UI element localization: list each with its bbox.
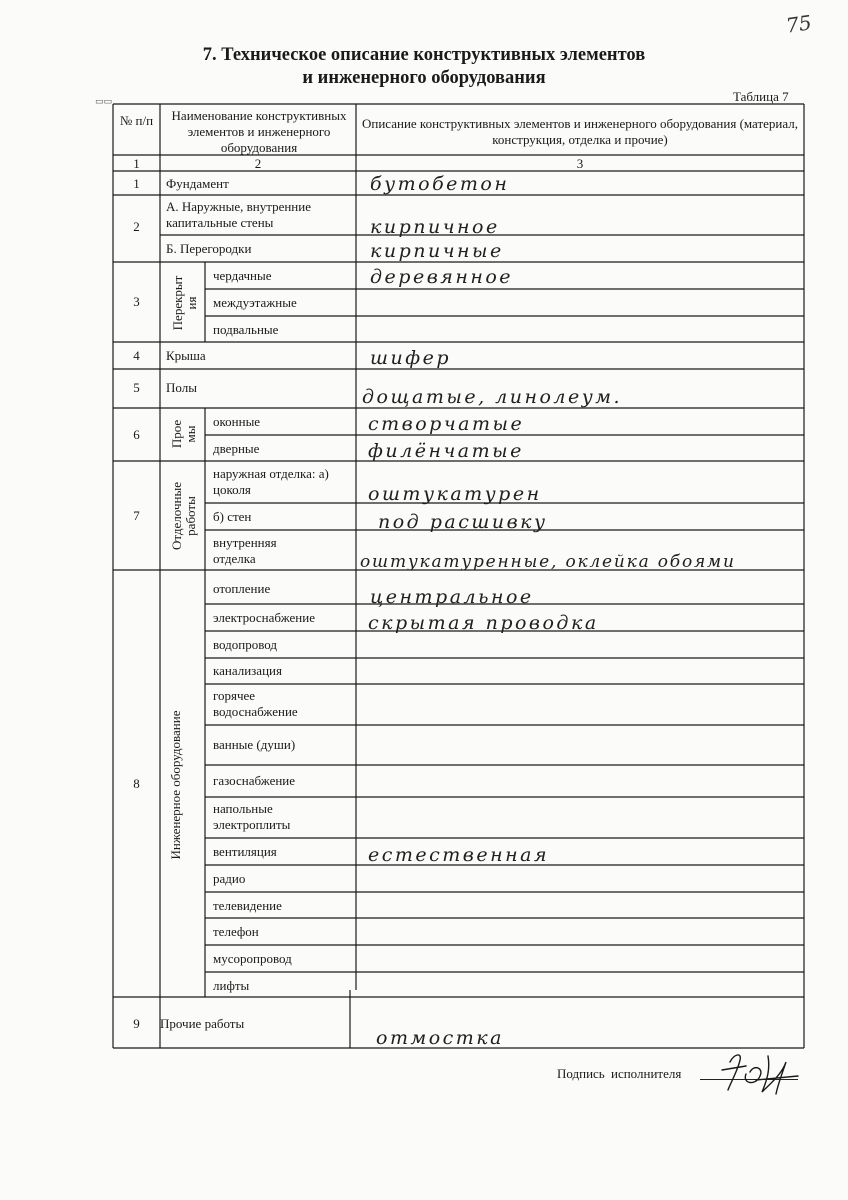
row-3-sub-2: междуэтажные xyxy=(213,295,297,310)
row-8-item-stoves: напольные электроплиты xyxy=(213,801,291,832)
signature-scribble xyxy=(712,1044,802,1098)
row-7-value-1: оштукатурен xyxy=(368,483,542,505)
row-4-value: шифер xyxy=(370,347,452,369)
title-line-1: 7. Техническое описание конструктивных элементов xyxy=(202,45,646,65)
row-2-value-a: кирпичное xyxy=(370,216,500,238)
row-6-sub-1: оконные xyxy=(213,414,261,429)
row-7-value-3: оштукатуренные, оклейка обоями xyxy=(360,552,736,572)
stamp-mark: ▭▭ xyxy=(95,97,113,107)
row-1-name: Фундамент xyxy=(166,176,229,191)
row-1-value: бутобетон xyxy=(370,173,510,195)
row-7-group-label: Отделочные работы xyxy=(169,482,198,550)
row-3-group-label: Перекрыт ия xyxy=(170,275,199,331)
table-label: Таблица 7 xyxy=(733,89,789,104)
row-8-value-ventilation: естественная xyxy=(368,844,550,866)
row-3-sub-1: чердачные xyxy=(213,268,272,283)
row-7-value-2: под расшивку xyxy=(378,511,548,533)
row-8-item-phone: телефон xyxy=(213,924,259,939)
row-8-item-electric: электроснабжение xyxy=(213,610,315,625)
row-7-number: 7 xyxy=(133,508,140,523)
row-7-sub-3: внутренняя отделка xyxy=(213,535,277,566)
header-num-1: 1 xyxy=(133,156,140,171)
row-8-item-ventilation: вентиляция xyxy=(213,844,277,859)
header-col-description: Описание конструктивных элементов и инженерного оборудования (материал, конструкция, отделка и прочие) xyxy=(362,116,798,147)
row-8-item-baths: ванные (души) xyxy=(213,737,296,752)
row-2-value-b: кирпичные xyxy=(370,240,504,262)
row-6-number: 6 xyxy=(133,427,140,442)
row-8-item-water: водопровод xyxy=(213,637,278,652)
row-7-sub-1: наружная отделка: а) цоколя xyxy=(213,466,329,497)
header-num-2: 2 xyxy=(254,156,262,171)
header-num-3: 3 xyxy=(576,156,584,171)
page-number: 75 xyxy=(784,10,813,38)
row-2-number: 2 xyxy=(133,219,140,234)
row-8-item-lifts: лифты xyxy=(213,978,250,993)
row-3-sub-3: подвальные xyxy=(213,322,279,337)
title-line-2: и инженерного оборудования xyxy=(302,68,546,88)
row-3-number: 3 xyxy=(133,294,140,309)
row-9-number: 9 xyxy=(133,1016,140,1031)
row-6-value-1: створчатые xyxy=(368,413,525,435)
row-2-name-b: Б. Перегородки xyxy=(166,241,252,256)
row-8-item-radio: радио xyxy=(213,871,246,886)
row-9-value: отмостка xyxy=(376,1027,504,1049)
row-8-item-sewerage: канализация xyxy=(213,663,282,678)
row-8-item-hot-water: горячее водоснабжение xyxy=(213,688,298,719)
header-col-number: № п/п xyxy=(119,113,154,128)
row-2-name-a: А. Наружные, внутренние капитальные стены xyxy=(166,199,311,230)
row-8-item-garbage: мусоропровод xyxy=(213,951,292,966)
row-8-group-label: Инженерное оборудование xyxy=(168,710,183,860)
row-8-item-tv: телевидение xyxy=(213,898,282,913)
row-6-sub-2: дверные xyxy=(213,441,260,456)
row-8-number: 8 xyxy=(133,776,140,791)
row-5-name: Полы xyxy=(166,380,197,395)
row-6-group-label: Прое мы xyxy=(169,419,198,449)
row-7-sub-2: б) стен xyxy=(213,509,252,524)
row-8-value-heating: центральное xyxy=(370,586,534,608)
row-4-name: Крыша xyxy=(166,348,206,363)
row-1-number: 1 xyxy=(133,176,140,191)
row-6-value-2: филёнчатые xyxy=(368,440,524,462)
row-5-value: дощатые, линолеум. xyxy=(362,386,623,408)
row-3-value-1: деревянное xyxy=(370,266,514,288)
signature-label: Подпись исполнителя xyxy=(557,1066,682,1081)
row-5-number: 5 xyxy=(133,380,140,395)
row-8-value-electric: скрытая проводка xyxy=(368,612,599,634)
row-8-item-heating: отопление xyxy=(213,581,271,596)
row-9-name: Прочие работы xyxy=(160,1016,245,1031)
header-col-name: Наименование конструктивных элементов и инженерного оборудования xyxy=(171,108,347,155)
row-4-number: 4 xyxy=(133,348,140,363)
row-8-item-gas: газоснабжение xyxy=(213,773,296,788)
